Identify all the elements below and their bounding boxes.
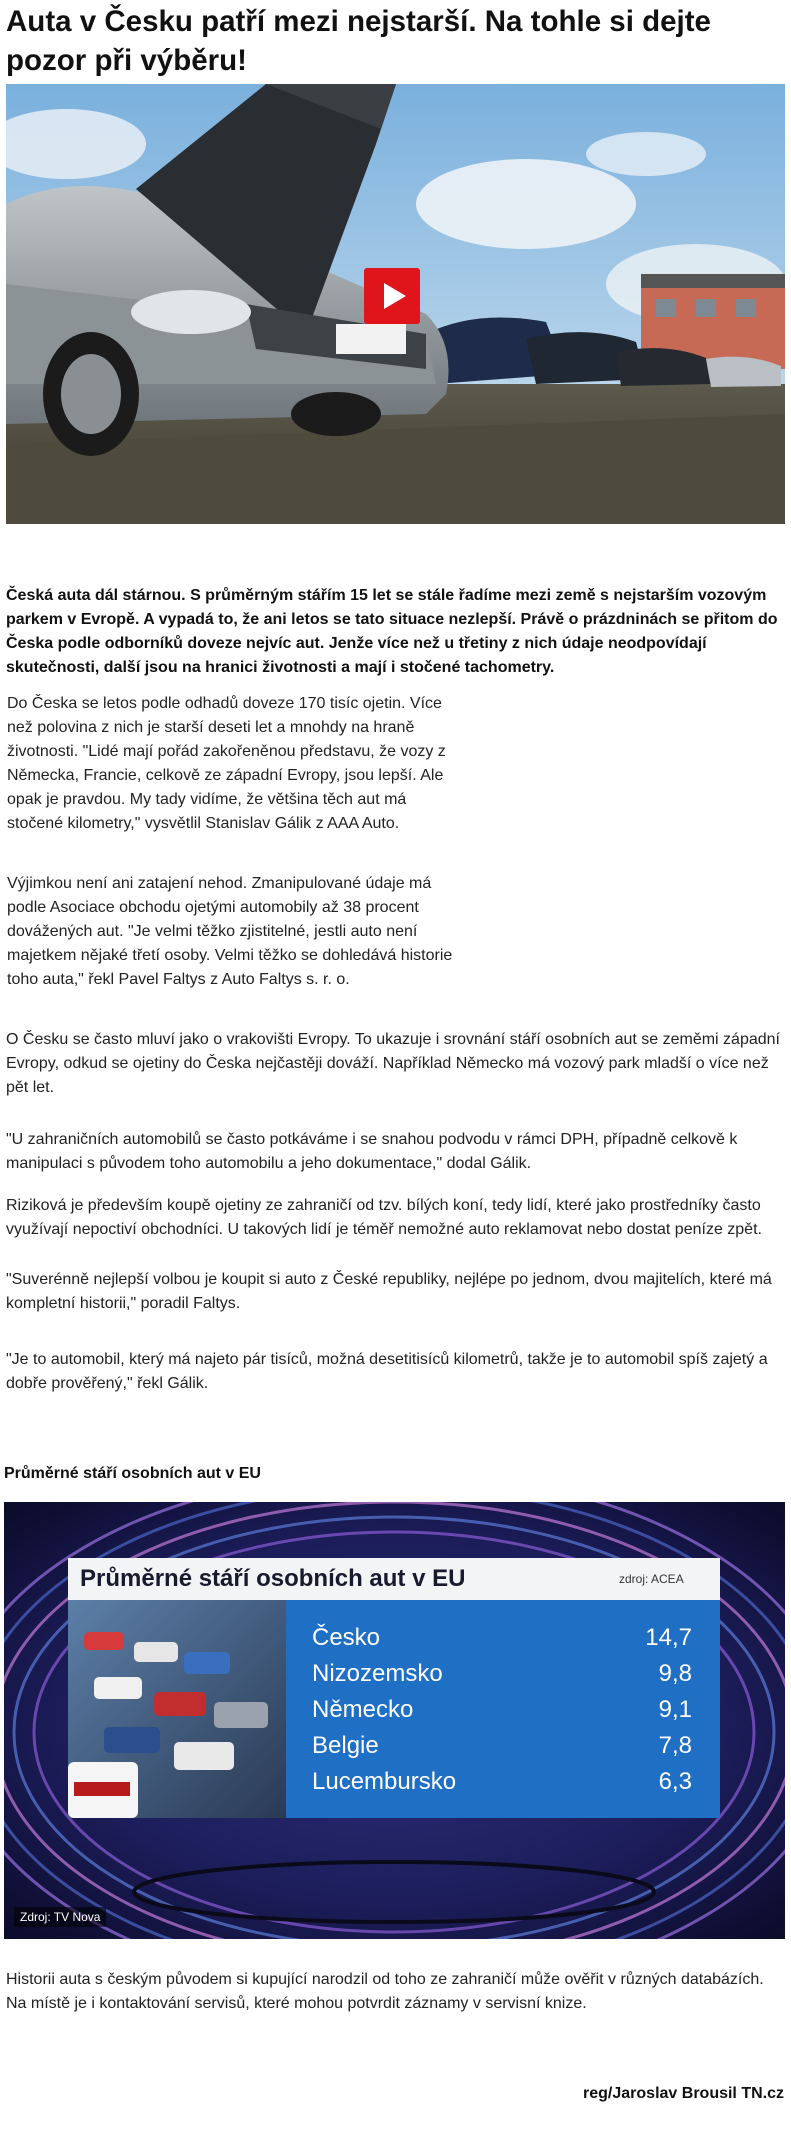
- country-label: Německo: [312, 1696, 414, 1723]
- infographic-heading: Průměrné stáří osobních aut v EU: [4, 1465, 261, 1482]
- article-paragraph: Historii auta s českým původem si kupující narodzil od toho ze zahraničí může ověřit v různých databázích. Na místě je i kontaktování servisů, které mohou potvrdit záznamy v servisní knize.: [6, 1971, 764, 2012]
- article-lead: Česká auta dál stárnou. S průměrným stářím 15 let se stále řadíme mezi země s nejstarším vozovým parkem v Evropě. A vypadá to, že ani letos se tato situace nezlepší. Právě o prázdninách se přitom do Česka podle odborníků doveze nejvíc aut. Jenže více než u třetiny z nich údaje neodpovídají skutečnosti, další jsou na hranici životnosti a mají i stočené tachometry.: [6, 587, 778, 676]
- age-value: 9,8: [658, 1660, 692, 1687]
- article-paragraph: Do Česka se letos podle odhadů doveze 170 tisíc ojetin. Více než polovina z nich je starší deseti let a mnohdy na hraně životnosti. "Lidé mají pořád zakořeněnou představu, že vozy z Německa, Francie, celkově ze západní Evropy, jsou lepší. Ale opak je pravdou. My tady vidíme, že většina těch aut má stočené kilometry," vysvětlil Stanislav Gálik z AAA Auto.: [7, 695, 446, 832]
- video-player[interactable]: [6, 84, 785, 524]
- country-label: Nizozemsko: [312, 1660, 443, 1687]
- article-paragraph: O Česku se často mluví jako o vrakovišti Evropy. To ukazuje i srovnání stáří osobních aut se zeměmi západní Evropy, odkud se ojetiny do Česka nejčastěji dováží. Například Německo má vozový park mladší o více než pět let.: [6, 1031, 780, 1096]
- article-paragraph: Riziková je především koupě ojetiny ze zahraničí od tzv. bílých koní, tedy lidí, které jako prostředníky často využívají nepoctiví obchodníci. U takových lidí je téměř nemožné auto reklamovat nebo dostat peníze zpět.: [6, 1197, 762, 1238]
- table-row: [312, 1764, 692, 1800]
- age-value: 9,1: [658, 1696, 692, 1723]
- infographic-source: zdroj: ACEA: [619, 1572, 684, 1586]
- article-title: Auta v Česku patří mezi nejstarší. Na tohle si dejte pozor při výběru!: [6, 5, 711, 77]
- article-paragraph: Výjimkou není ani zatajení nehod. Zmanipulované údaje má podle Asociace obchodu ojetými automobily až 38 procent dovážených aut. "Je velmi těžko zjistitelné, jestli auto není majetkem nějaké třetí osoby. Velmi těžko se dohledává historie toho auta," řekl Pavel Faltys z Auto Faltys s. r. o.: [7, 875, 453, 988]
- infographic-image: [4, 1502, 785, 1939]
- article-paragraph: "Je to automobil, který má najeto pár tisíců, možná desetitisíců kilometrů, takže je to automobil spíš zajetý a dobře prověřený," řekl Gálik.: [6, 1351, 768, 1392]
- table-row: [312, 1692, 692, 1728]
- infographic-title: Průměrné stáří osobních aut v EU: [80, 1565, 466, 1592]
- play-icon[interactable]: [364, 268, 420, 324]
- article-paragraph: "Suverénně nejlepší volbou je koupit si auto z České republiky, nejlépe po jednom, dvou majitelích, které má kompletní historii," poradil Faltys.: [6, 1271, 772, 1312]
- age-value: 14,7: [645, 1624, 692, 1651]
- country-label: Belgie: [312, 1732, 379, 1759]
- country-label: Lucembursko: [312, 1768, 457, 1795]
- table-row: [312, 1620, 692, 1656]
- article-signature: reg/Jaroslav Brousil TN.cz: [583, 2085, 784, 2102]
- table-row: [312, 1656, 692, 1692]
- infographic-table: [312, 1620, 692, 1800]
- image-credit: Zdroj: TV Nova: [14, 1907, 106, 1927]
- age-value: 6,3: [658, 1768, 692, 1795]
- country-label: Česko: [312, 1624, 381, 1651]
- article-paragraph: "U zahraničních automobilů se často potkáváme i se snahou podvodu v rámci DPH, případně celkově k manipulaci s původem toho automobilu a jeho dokumentace," dodal Gálik.: [6, 1131, 738, 1172]
- age-value: 7,8: [658, 1732, 692, 1759]
- table-row: [312, 1728, 692, 1764]
